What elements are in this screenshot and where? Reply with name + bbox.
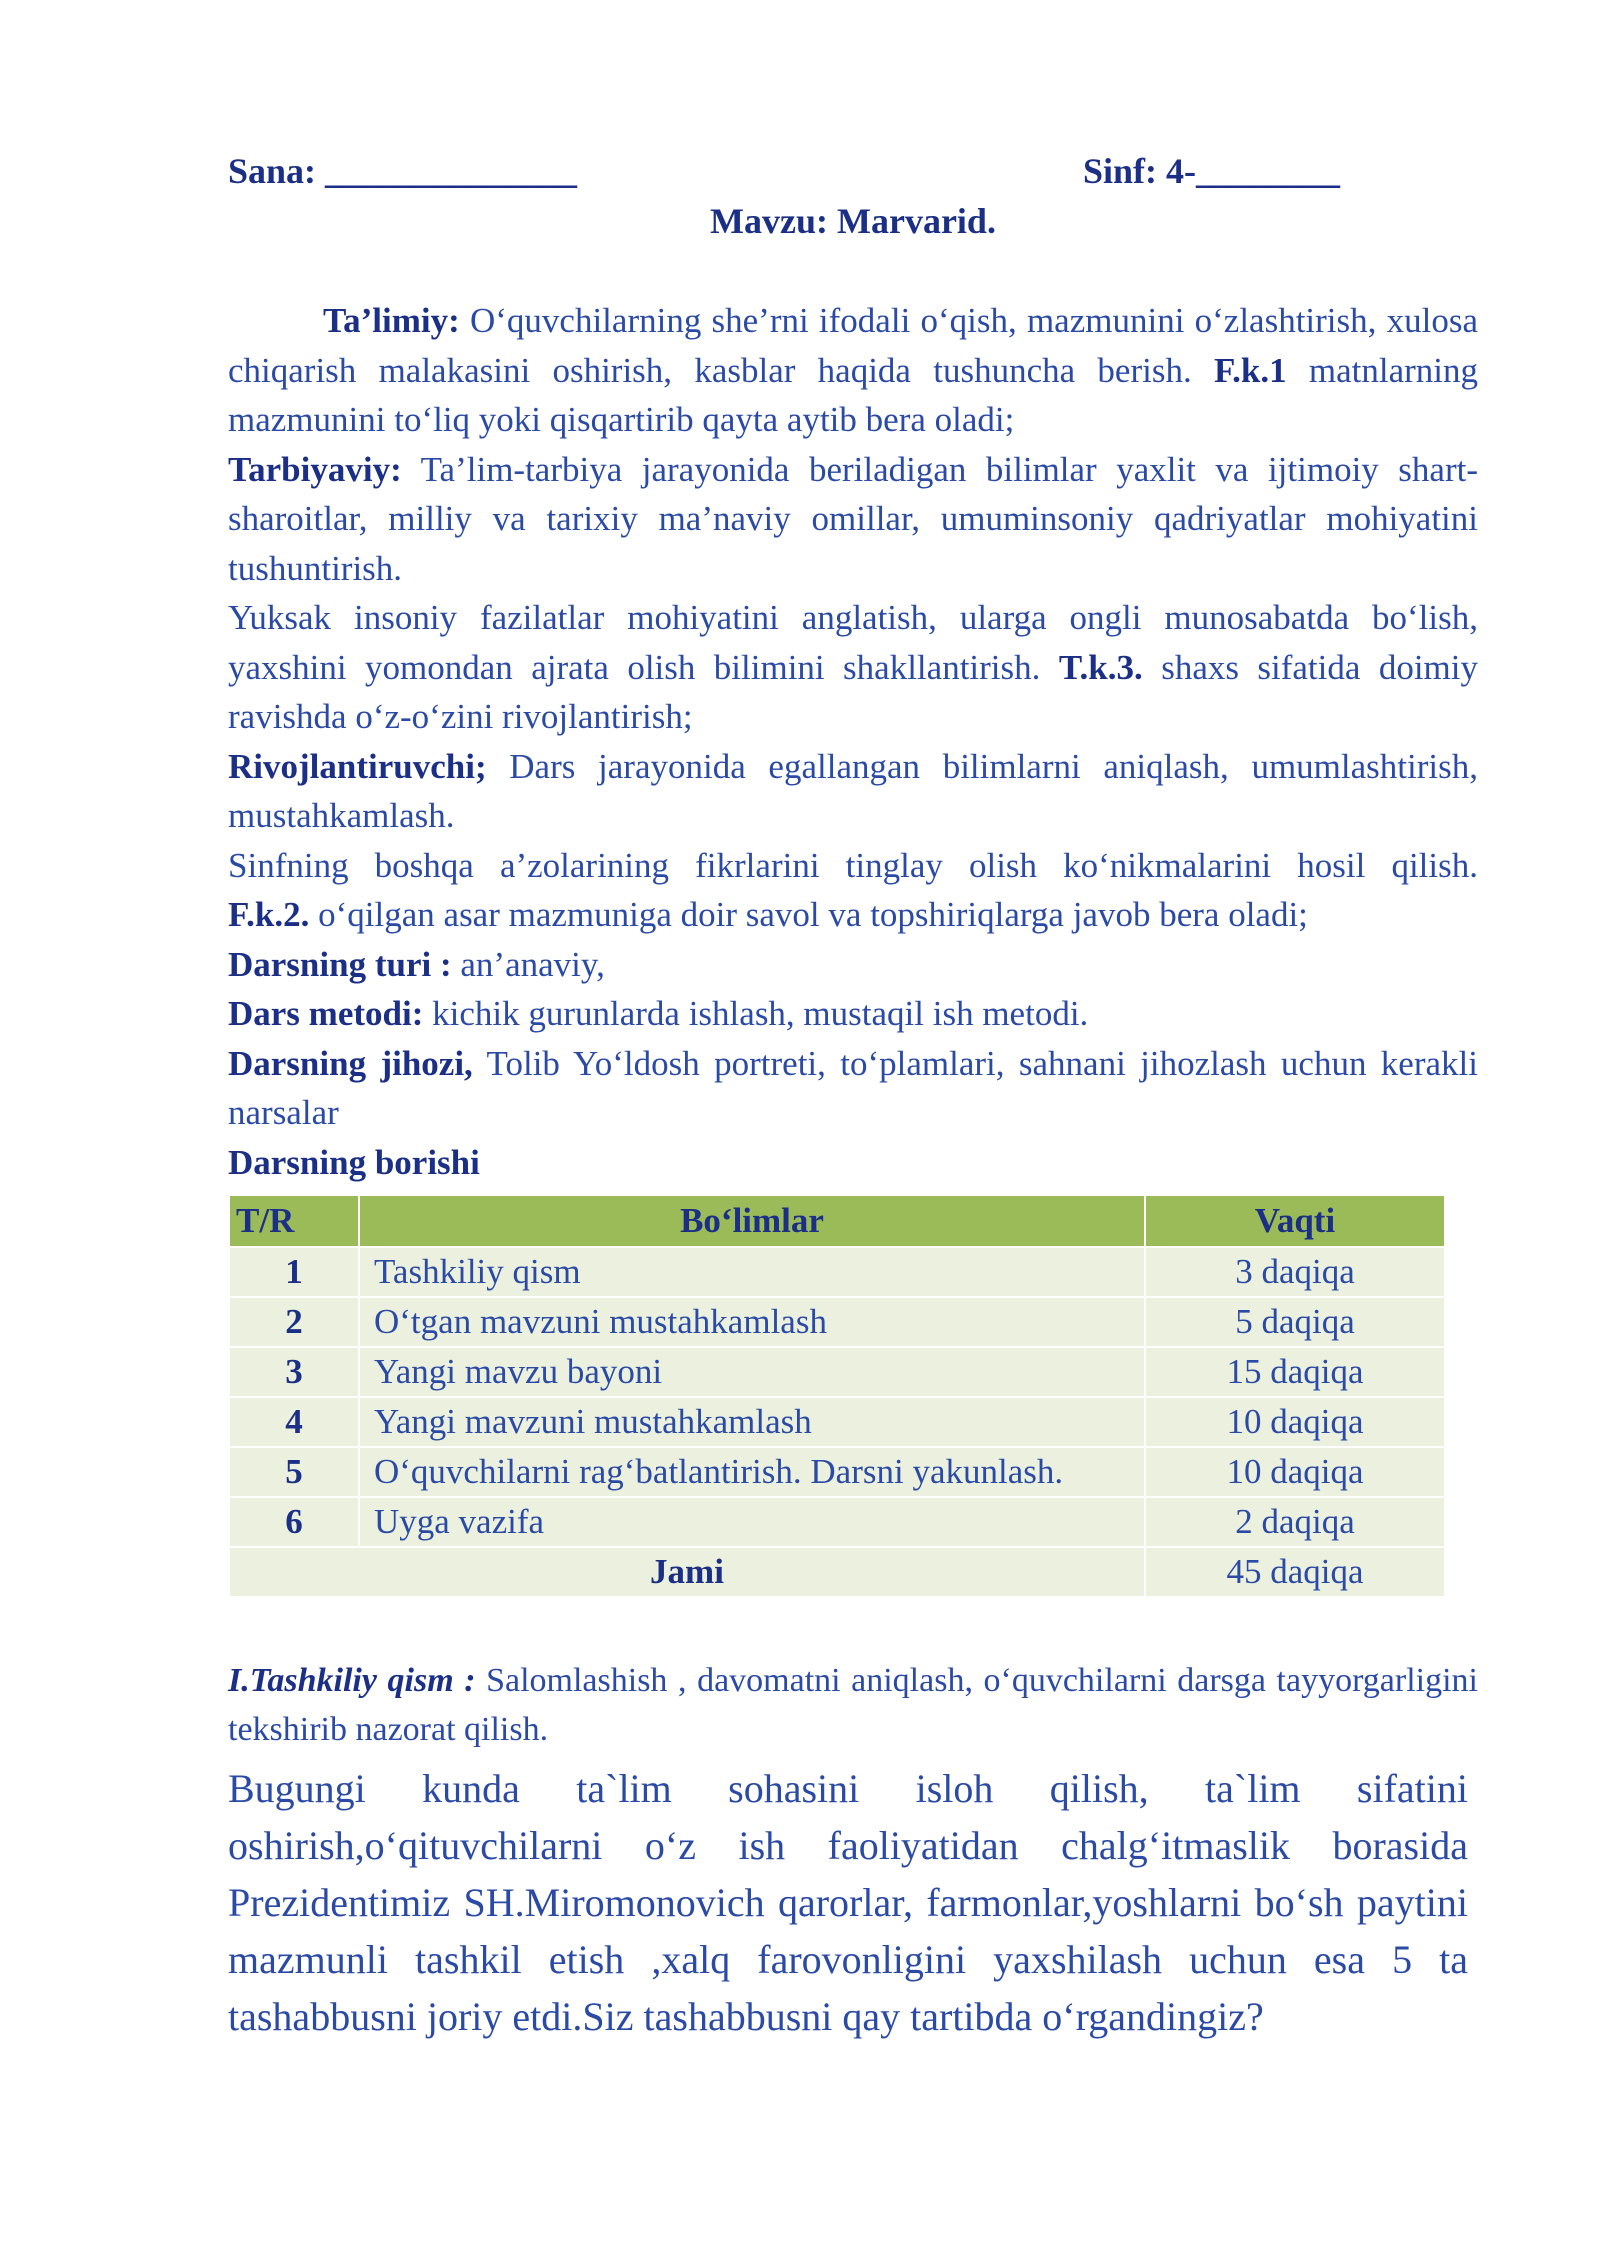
tk3-text: shaxs sifatida doimiy ravishda o‘z-o‘zini rivojlantirish; — [228, 647, 1478, 736]
tarbiyaviy-text: Ta’lim-tarbiya jarayonida beriladigan bilimlar yaxlit va ijtimoiy shart-sharoitlar, milliy va tarixiy ma’naviy omillar, umuminsoniy qadriyatlar mohiyatini tushuntirish. — [228, 449, 1478, 588]
col-header-time: Vaqti — [1145, 1195, 1445, 1247]
row-number: 2 — [229, 1297, 359, 1347]
turi-label: Darsning turi : — [228, 944, 452, 984]
intro-paragraph: Bugungi kunda ta`lim sohasini isloh qilish, ta`lim sifatini oshirish,o‘qituvchilarni o‘z ish faoliyatidan chalg‘itmaslik borasida Prezidentimiz SH.Miromonovich qarorlar, farmonlar,yoshlarni bo‘sh paytini mazmunli tashkil etish ,xalq farovonligini yaxshilash uchun esa 5 ta tashabbusni joriy etdi.Siz tashabbusni qay tartibda o‘rgandingiz? — [228, 1766, 1468, 2039]
fk2-paragraph — [228, 890, 1478, 940]
borishi-heading — [228, 1138, 1478, 1188]
row-time: 3 daqiqa — [1145, 1247, 1445, 1297]
table-row — [229, 1297, 1445, 1347]
row-number: 6 — [229, 1497, 359, 1547]
total-time: 45 daqiqa — [1145, 1547, 1445, 1597]
row-time: 2 daqiqa — [1145, 1497, 1445, 1547]
borishi-label: Darsning borishi — [228, 1142, 480, 1182]
col-header-sections: Bo‘limlar — [359, 1195, 1145, 1247]
lesson-topic: Mavzu: Marvarid. — [710, 201, 996, 241]
class-field: Sinf: 4-________ — [1083, 151, 1341, 191]
table-header-row — [229, 1195, 1445, 1247]
row-number: 1 — [229, 1247, 359, 1297]
row-time: 15 daqiqa — [1145, 1347, 1445, 1397]
fk1-text: matnlarning mazmunini to‘liq yoki qisqartirib qayta aytib bera oladi; — [228, 350, 1478, 439]
tashkiliy-lead: I.Tashkiliy qism : — [228, 1662, 476, 1699]
fk1-label: F.k.1 — [1213, 350, 1287, 390]
table-row — [229, 1497, 1445, 1547]
turi-paragraph — [228, 940, 1478, 990]
row-number: 4 — [229, 1397, 359, 1447]
row-section: O‘tgan mavzuni mustahkamlash — [359, 1297, 1145, 1347]
tashkiliy-text: Salomlashish , davomatni aniqlash, o‘quvchilarni darsga tayyorgarligini tekshirib nazorat qilish. — [228, 1662, 1478, 1748]
yuksak-paragraph — [228, 593, 1478, 742]
metodi-label: Dars metodi: — [228, 994, 424, 1033]
row-section: Tashkiliy qism — [359, 1247, 1145, 1297]
rivoj-label: Rivojlantiruvchi; — [228, 746, 487, 786]
rivoj-text: Dars jarayonida egallangan bilimlarni aniqlash, umumlashtirish, mustahkamlash. — [228, 746, 1478, 835]
yuksak-text: Yuksak insoniy fazilatlar mohiyatini anglatish, ularga ongli munosabatda bo‘lish, yaxshini yomondan ajrata olish bilimini shakllantirish. — [228, 598, 1478, 687]
talimiy-label: Ta’limiy: — [323, 301, 460, 340]
rivoj-paragraph — [228, 742, 1478, 841]
tarbiyaviy-label: Tarbiyaviy: — [228, 449, 402, 489]
fk2-label: F.k.2. — [228, 895, 310, 934]
lesson-plan-table — [228, 1194, 1446, 1598]
talimiy-paragraph — [228, 296, 1478, 445]
header-row — [228, 150, 1478, 196]
talimiy-text: O‘quvchilarning she’rni ifodali o‘qish, mazmunini o‘zlashtirish, xulosa chiqarish malakasini oshirish, kasblar haqida tushuncha berish. — [228, 301, 1478, 390]
row-number: 3 — [229, 1347, 359, 1397]
jihozi-paragraph — [228, 1039, 1478, 1138]
row-section: O‘quvchilarni rag‘batlantirish. Darsni yakunlash. — [359, 1447, 1145, 1497]
jihozi-label: Darsning jihozi, — [228, 1043, 473, 1083]
col-header-number: T/R — [229, 1195, 359, 1247]
sinf-paragraph: Sinfning boshqa a’zolarining fikrlarini tinglay olish ko‘nikmalarini hosil qilish. — [228, 845, 1478, 885]
row-section: Uyga vazifa — [359, 1497, 1145, 1547]
fk2-text: o‘qilgan asar mazmuniga doir savol va topshiriqlarga javob bera oladi; — [309, 895, 1308, 934]
tk3-label: T.k.3. — [1058, 647, 1143, 687]
tashkiliy-paragraph — [228, 1656, 1478, 1754]
jihozi-text: Tolib Yo‘ldosh portreti, to‘plamlari, sahnani jihozlash uchun kerakli narsalar — [228, 1043, 1478, 1132]
table-row — [229, 1347, 1445, 1397]
tashkiliy-section — [228, 1656, 1478, 1754]
row-time: 5 daqiqa — [1145, 1297, 1445, 1347]
row-time: 10 daqiqa — [1145, 1397, 1445, 1447]
tarbiyaviy-paragraph — [228, 445, 1478, 594]
lesson-goals — [228, 296, 1478, 1187]
metodi-text: kichik gurunlarda ishlash, mustaqil ish metodi. — [423, 994, 1089, 1033]
table-total-row — [229, 1547, 1445, 1597]
table-row — [229, 1447, 1445, 1497]
intro-section — [228, 1760, 1468, 2045]
row-section: Yangi mavzuni mustahkamlash — [359, 1397, 1145, 1447]
row-section: Yangi mavzu bayoni — [359, 1347, 1145, 1397]
row-time: 10 daqiqa — [1145, 1447, 1445, 1497]
metodi-paragraph — [228, 989, 1478, 1039]
total-label: Jami — [229, 1547, 1145, 1597]
table-row — [229, 1397, 1445, 1447]
row-number: 5 — [229, 1447, 359, 1497]
turi-text: an’anaviy, — [451, 944, 605, 984]
date-field: Sana: ______________ — [228, 151, 578, 191]
table-row — [229, 1247, 1445, 1297]
